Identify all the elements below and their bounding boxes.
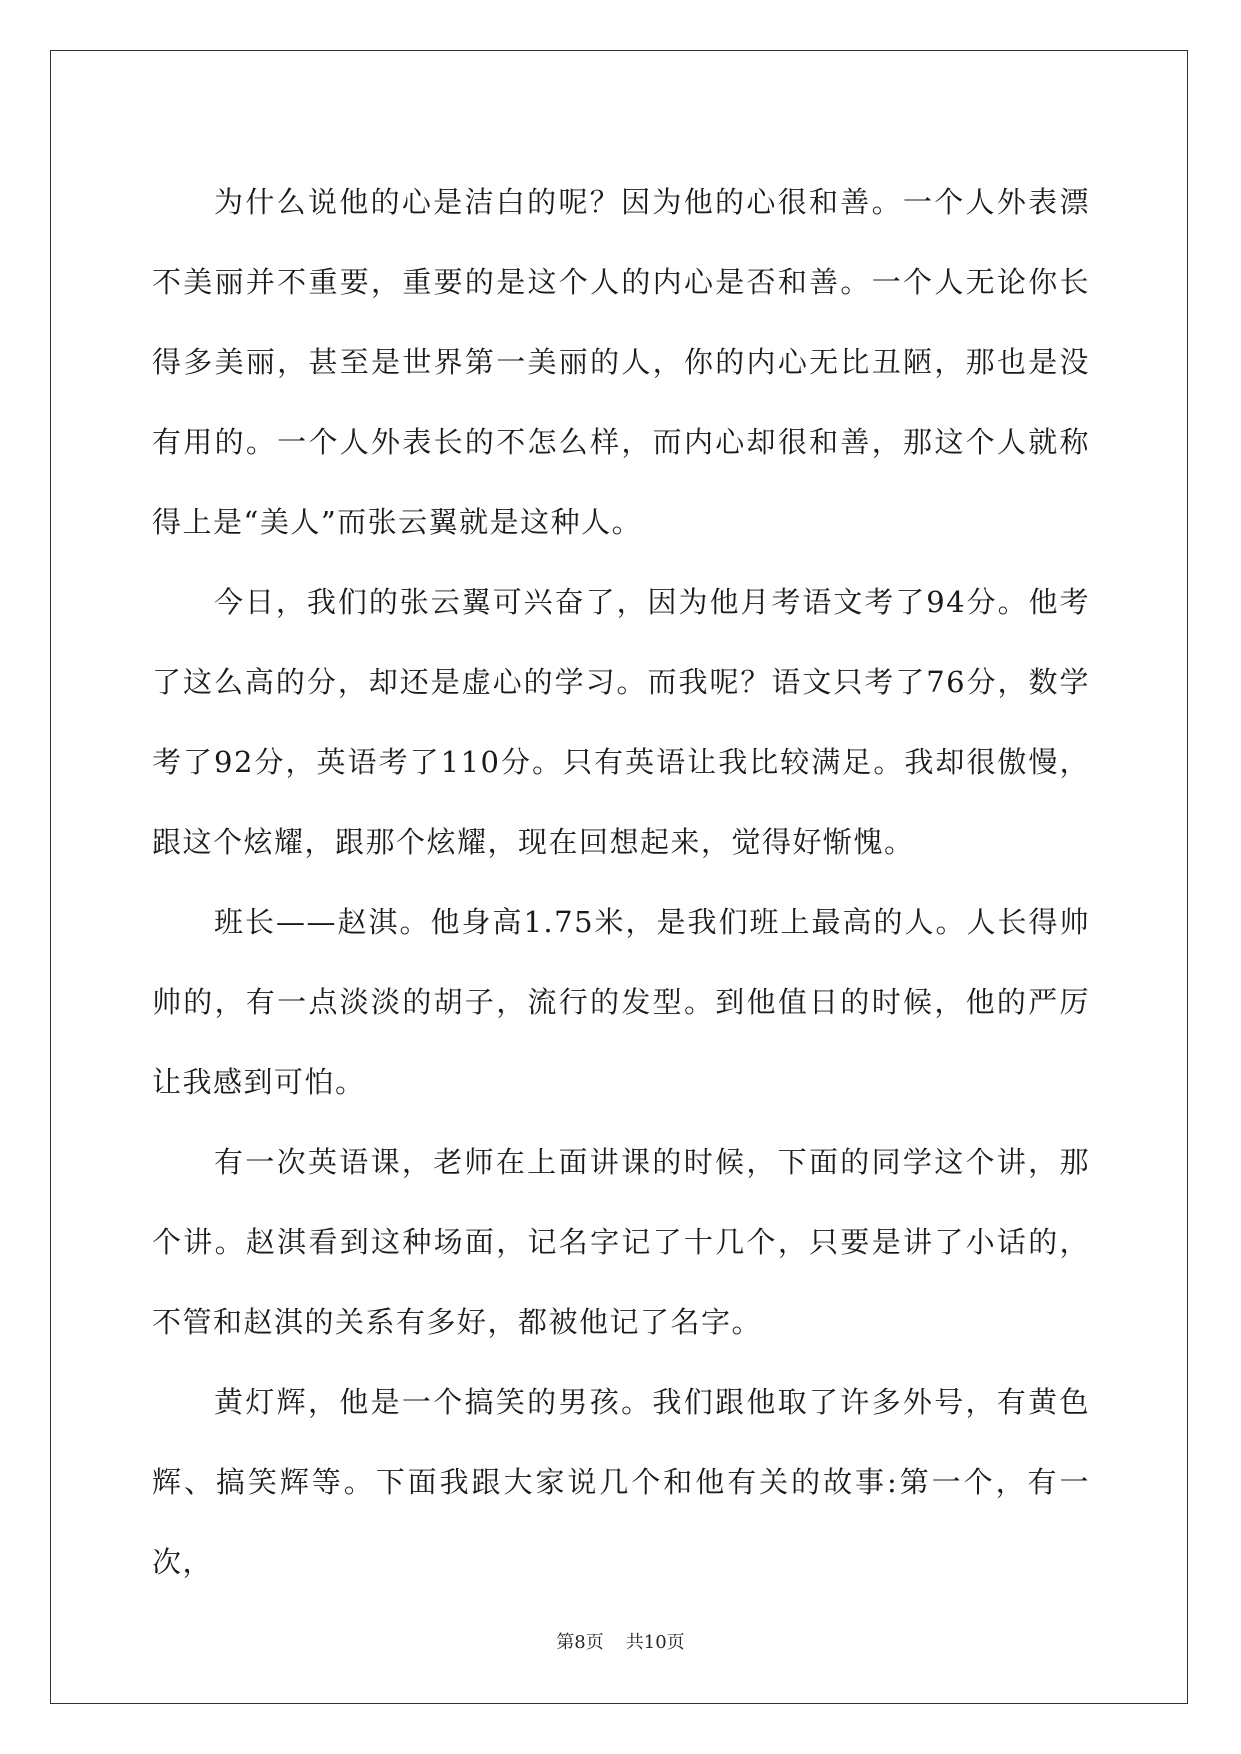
paragraph-3: 班长——赵淇。他身高1.75米，是我们班上最高的人。人长得帅帅的，有一点淡淡的胡子，流行的发型。到他值日的时候，他的严厉让我感到可怕。 [152, 905, 1090, 1099]
paragraph-1: 为什么说他的心是洁白的呢？因为他的心很和善。一个人外表漂不美丽并不重要，重要的是这个人的内心是否和善。一个人无论你长得多美丽，甚至是世界第一美丽的人，你的内心无比丑陋，那也是没有用的。一个人外表长的不怎么样，而内心却很和善，那这个人就称得上是“美人”而张云翼就是这种人。 [152, 185, 1090, 539]
page-footer [0, 1628, 1241, 1654]
paragraph-5: 黄灯辉，他是一个搞笑的男孩。我们跟他取了许多外号，有黄色辉、搞笑辉等。下面我跟大家说几个和他有关的故事:第一个，有一次， [152, 1385, 1090, 1579]
page-number: 第8页 [556, 1632, 604, 1653]
document-body [152, 162, 1090, 1602]
paragraph-4: 有一次英语课，老师在上面讲课的时候，下面的同学这个讲，那个讲。赵淇看到这种场面，记名字记了十几个，只要是讲了小话的，不管和赵淇的关系有多好，都被他记了名字。 [152, 1145, 1090, 1339]
paragraph-2: 今日，我们的张云翼可兴奋了，因为他月考语文考了94分。他考了这么高的分，却还是虚心的学习。而我呢？语文只考了76分，数学考了92分，英语考了110分。只有英语让我比较满足。我却很傲慢，跟这个炫耀，跟那个炫耀，现在回想起来，觉得好惭愧。 [152, 585, 1090, 859]
page-total: 共10页 [625, 1632, 685, 1653]
